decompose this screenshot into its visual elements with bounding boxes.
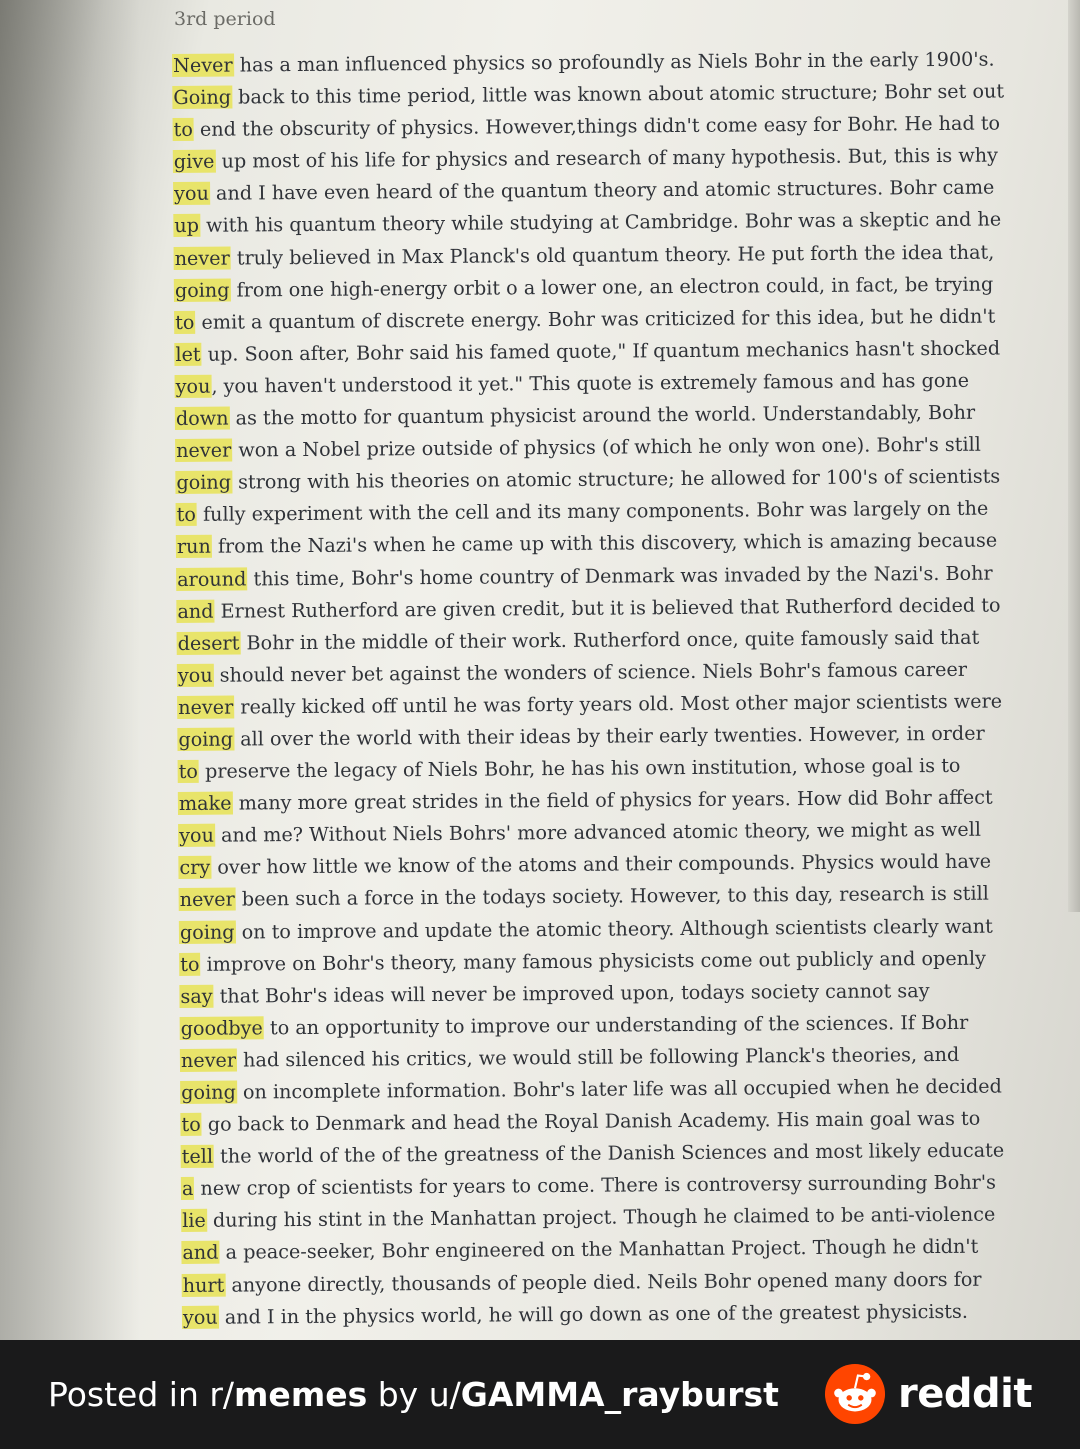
highlighted-word: hurt xyxy=(182,1273,225,1297)
line-text: anyone directly, thousands of people died. Neils Bohr opened many doors for xyxy=(225,1267,982,1297)
highlighted-word: Never xyxy=(173,53,233,77)
reddit-wordmark: reddit xyxy=(898,1371,1032,1417)
line-text: back to this time period, little was known about atomic structure; Bohr set out xyxy=(231,79,1005,109)
highlighted-word: to xyxy=(180,952,200,976)
highlighted-word: make xyxy=(178,791,232,816)
line-text: and I in the physics world, he will go down as one of the greatest physicists. xyxy=(218,1299,969,1329)
line-text: on incomplete information. Bohr's later life was all occupied when he decided xyxy=(236,1074,1003,1104)
line-text: fully experiment with the cell and its many components. Bohr was largely on the xyxy=(196,496,989,527)
highlighted-word: lie xyxy=(182,1209,206,1233)
highlighted-word: never xyxy=(176,438,232,463)
highlighted-word: Going xyxy=(173,85,232,110)
highlighted-word: you xyxy=(179,823,215,848)
line-text: should never bet against the wonders of science. Niels Bohr's famous career xyxy=(213,657,968,687)
line-text: new crop of scientists for years to come. There is controversy surrounding Bohr's xyxy=(194,1170,997,1201)
line-text: during his stint in the Manhattan project. Though he claimed to be anti-violence xyxy=(206,1202,996,1233)
line-text: that Bohr's ideas will never be improved upon, todays society cannot say xyxy=(213,978,930,1008)
line-text: many more great strides in the field of physics for years. How did Bohr affect xyxy=(232,785,993,815)
essay-line xyxy=(182,1295,1062,1334)
period-header: 3rd period xyxy=(174,8,276,30)
highlighted-word: desert xyxy=(177,631,240,655)
line-text: has a man influenced physics so profoundly as Niels Bohr in the early 1900's. xyxy=(233,47,995,77)
highlighted-word: going xyxy=(181,1080,236,1104)
photo-shadow xyxy=(0,0,140,1340)
highlighted-word: you xyxy=(177,663,213,687)
highlighted-word: never xyxy=(179,887,235,912)
line-text: and me? Without Niels Bohrs' more advanced atomic theory, we might as well xyxy=(214,817,982,847)
line-text: go back to Denmark and head the Royal Danish Academy. His main goal was to xyxy=(201,1106,981,1136)
highlighted-word: going xyxy=(176,470,232,495)
highlighted-word: going xyxy=(178,727,234,751)
highlighted-word: to xyxy=(181,1112,201,1137)
highlighted-word: give xyxy=(173,149,215,174)
line-text: this time, Bohr's home country of Denmark was invaded by the Nazi's. Bohr xyxy=(247,561,993,590)
line-text: end the obscurity of physics. However,things didn't come easy for Bohr. He had to xyxy=(193,111,1001,142)
page-edge xyxy=(1068,0,1080,912)
line-text: really kicked off until he was forty years old. Most other major scientists were xyxy=(234,689,1003,719)
highlighted-word: you xyxy=(175,374,211,398)
line-text: a peace-seeker, Bohr engineered on the Manhattan Project. Though he didn't xyxy=(219,1235,979,1265)
line-text: won a Nobel prize outside of physics (of which he only won one). Bohr's still xyxy=(232,432,981,462)
line-text: Bohr in the middle of their work. Rutherford once, quite famously said that xyxy=(240,625,980,655)
highlighted-word: run xyxy=(176,535,211,559)
reddit-footer xyxy=(0,1340,1080,1449)
line-text: emit a quantum of discrete energy. Bohr was criticized for this idea, but he didn't xyxy=(195,304,996,334)
highlighted-word: goodbye xyxy=(180,1016,263,1040)
highlighted-word: tell xyxy=(181,1144,214,1169)
highlighted-word: let xyxy=(175,342,201,366)
username-link[interactable]: GAMMA_rayburst xyxy=(460,1375,779,1414)
line-text: to an opportunity to improve our understanding of the sciences. If Bohr xyxy=(263,1010,969,1040)
highlighted-word: to xyxy=(175,310,195,334)
highlighted-word: to xyxy=(176,503,197,527)
highlighted-word: and xyxy=(177,599,214,623)
line-text: the world of the of the greatness of the Danish Sciences and most likely educate xyxy=(213,1138,1005,1168)
subreddit-link[interactable]: memes xyxy=(234,1375,368,1414)
line-text: , you haven't understood it yet." This quote is extremely famous and has gone xyxy=(211,368,970,398)
highlighted-word: going xyxy=(174,278,230,302)
line-text: Ernest Rutherford are given credit, but it is believed that Rutherford decided to xyxy=(214,593,1001,623)
line-text: truly believed in Max Planck's old quantum theory. He put forth the idea that, xyxy=(230,240,995,270)
line-text: from one high-energy orbit o a lower one, an electron could, in fact, be trying xyxy=(230,272,994,302)
highlighted-word: to xyxy=(178,759,199,784)
highlighted-word: around xyxy=(177,566,247,591)
line-text: and I have even heard of the quantum theory and atomic structures. Bohr came xyxy=(209,175,995,206)
highlighted-word: to xyxy=(173,118,193,142)
highlighted-word: never xyxy=(180,1048,237,1072)
highlighted-word: down xyxy=(175,406,229,431)
highlighted-word: say xyxy=(180,984,213,1008)
line-text: had silenced his critics, we would still be following Planck's theories, and xyxy=(236,1042,960,1072)
highlighted-word: up xyxy=(174,214,200,238)
highlighted-word: going xyxy=(179,920,235,944)
line-text: with his quantum theory while studying at Cambridge. Bohr was a skeptic and he xyxy=(199,207,1002,238)
line-text: strong with his theories on atomic structure; he allowed for 100's of scientists xyxy=(231,464,1001,494)
line-text: from the Nazi's when he came up with this discovery, which is amazing because xyxy=(211,528,998,559)
line-text: been such a force in the todays society. However, to this day, research is still xyxy=(235,882,989,911)
line-text: on to improve and update the atomic theory. Although scientists clearly want xyxy=(235,914,993,944)
highlighted-word: never xyxy=(174,246,230,270)
line-text: improve on Bohr's theory, many famous physicists come out publicly and openly xyxy=(200,946,987,976)
reddit-snoo-icon xyxy=(824,1363,886,1425)
highlighted-word: you xyxy=(182,1305,218,1329)
line-text: as the motto for quantum physicist around the world. Understandably, Bohr xyxy=(229,400,976,430)
line-text: over how little we know of the atoms and their compounds. Physics would have xyxy=(211,849,992,880)
line-text: all over the world with their ideas by their early twenties. However, in order xyxy=(233,721,985,751)
highlighted-word: a xyxy=(181,1177,194,1201)
posted-prefix: Posted in r/ xyxy=(48,1375,235,1414)
by-text: by u/ xyxy=(367,1375,461,1414)
reddit-brand[interactable] xyxy=(824,1364,1032,1424)
posted-in-text xyxy=(48,1370,779,1420)
highlighted-word: never xyxy=(178,695,234,719)
line-text: up most of his life for physics and research of many hypothesis. But, this is why xyxy=(215,143,999,173)
essay-text xyxy=(172,43,1062,1334)
highlighted-word: and xyxy=(182,1241,219,1265)
line-text: preserve the legacy of Niels Bohr, he has his own institution, whose goal is to xyxy=(198,753,961,783)
highlighted-word: cry xyxy=(179,856,211,880)
line-text: up. Soon after, Bohr said his famed quote," If quantum mechanics hasn't shocked xyxy=(201,336,1001,366)
highlighted-word: you xyxy=(174,182,209,206)
